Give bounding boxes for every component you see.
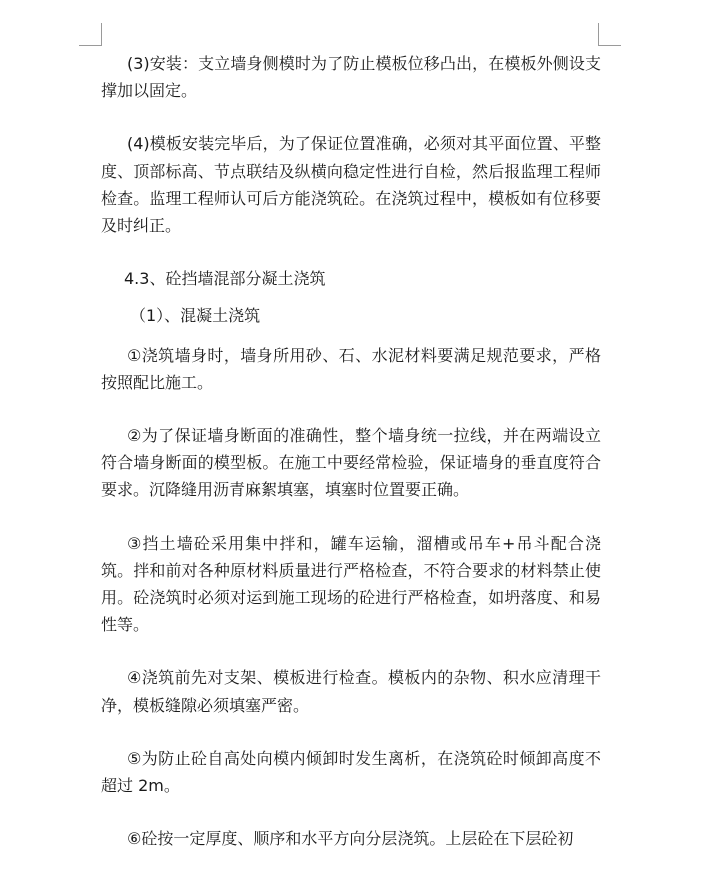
paragraph-item-1: ①浇筑墙身时，墙身所用砂、石、水泥材料要满足规范要求，严格按照配比施工。 bbox=[101, 345, 601, 392]
subsection-heading-concrete-pouring: （1）、混凝土浇筑 bbox=[130, 306, 261, 326]
paragraph-item-6: ⑥砼按一定厚度、顺序和水平方向分层浇筑。上层砼在下层砼初 bbox=[127, 829, 574, 849]
paragraph-item-4: ④浇筑前先对支架、模板进行检查。模板内的杂物、积水应清理干净，模板缝隙必须填塞严密。 bbox=[101, 668, 601, 715]
document-body bbox=[101, 50, 601, 878]
paragraph-item-3: ③挡土墙砼采用集中拌和，罐车运输，溜槽或吊车+吊斗配合浇筑。拌和前对各种原材料质量进行严格检查，不符合要求的材料禁止使用。砼浇筑时必须对运到施工现场的砼进行严格检查，如坍落度、和易性等。 bbox=[101, 533, 601, 635]
paragraph-inspection: (4)模板安装完毕后，为了保证位置准确，必须对其平面位置、平整度、顶部标高、节点联结及纵横向稳定性进行自检，然后报监理工程师检查。监理工程师认可后方能浇筑砼。在浇筑过程中，模板如有位移要及时纠正。 bbox=[101, 134, 601, 236]
paragraph-install: (3)安装：支立墙身侧模时为了防止模板位移凸出，在模板外侧设支撑加以固定。 bbox=[101, 54, 601, 101]
page-corner-mark-top-left bbox=[79, 23, 102, 46]
paragraph-item-2: ②为了保证墙身断面的准确性，整个墙身统一拉线，并在两端设立符合墙身断面的模型板。在施工中要经常检验，保证墙身的垂直度符合要求。沉降缝用沥青麻絮填塞，填塞时位置要正确。 bbox=[101, 426, 601, 500]
section-heading-4-3: 4.3、砼挡墙混部分凝土浇筑 bbox=[124, 269, 326, 289]
paragraph-item-5: ⑤为防止砼自高处向模内倾卸时发生离析，在浇筑砼时倾卸高度不超过 2m。 bbox=[101, 748, 601, 796]
page-corner-mark-top-right bbox=[598, 23, 621, 46]
